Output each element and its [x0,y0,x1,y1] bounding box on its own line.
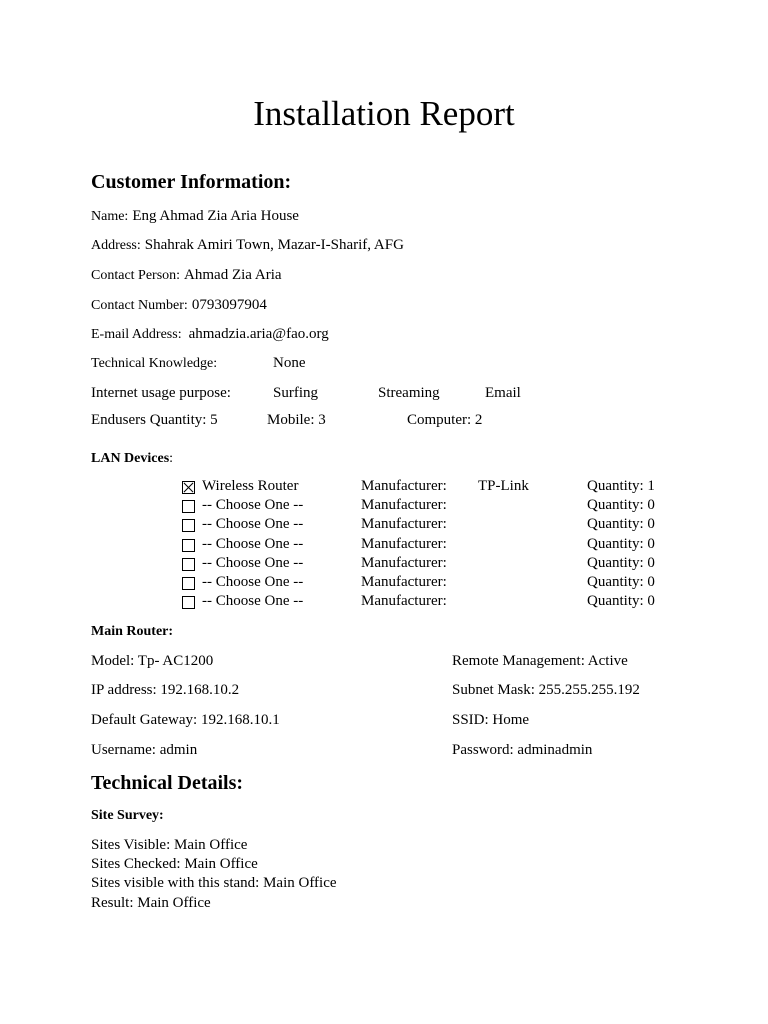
device-checkbox[interactable] [182,558,195,571]
sites-visible-stand: Sites visible with this stand: Main Office [91,875,337,891]
router-subnet-mask: Subnet Mask: 255.255.255.192 [452,682,640,698]
manufacturer-label: Manufacturer: [361,555,447,571]
email-value: ahmadzia.aria@fao.org [188,326,329,342]
device-name: -- Choose One -- [202,555,304,571]
quantity-label: Quantity: [587,555,644,571]
manufacturer-label: Manufacturer: [361,478,447,494]
email-label: E-mail Address: [91,327,182,342]
contact-person-label: Contact Person: [91,268,181,283]
site-survey-heading: Site Survey: [91,808,164,823]
router-default-gateway: Default Gateway: 192.168.10.1 [91,712,280,728]
quantity-label: Quantity: [587,497,644,513]
quantity-label: Quantity: [587,478,644,494]
email-row [91,325,329,343]
device-name: -- Choose One -- [202,497,304,513]
router-username: Username: admin [91,742,198,758]
manufacturer-value: TP-Link [478,478,529,494]
quantity-value: 0 [647,516,655,532]
address-value: Shahrak Amiri Town, Mazar-I-Sharif, AFG [144,237,404,253]
manufacturer-label: Manufacturer: [361,516,447,532]
contact-person-value: Ahmad Zia Aria [184,267,282,283]
quantity-row [587,593,655,610]
device-name: -- Choose One -- [202,516,304,532]
device-checkbox[interactable] [182,519,195,532]
quantity-value: 0 [647,555,655,571]
quantity-row [587,555,655,572]
manufacturer-label: Manufacturer: [361,593,447,609]
technical-details-heading: Technical Details: [91,772,244,794]
contact-person-row [91,266,282,284]
contact-number-value: 0793097904 [191,297,267,313]
quantity-value: 0 [647,497,655,513]
device-checkbox[interactable] [182,481,195,494]
mobile-value: 3 [318,412,326,428]
address-label: Address: [91,238,141,253]
manufacturer-label: Manufacturer: [361,536,447,552]
quantity-row [587,574,655,591]
name-label: Name: [91,209,129,224]
usage-surfing: Surfing [273,385,318,401]
router-model: Model: Tp- AC1200 [91,653,214,669]
device-name: Wireless Router [202,478,299,494]
quantity-value: 0 [647,536,655,552]
endusers-value: 5 [210,412,218,428]
manufacturer-label: Manufacturer: [361,574,447,590]
quantity-label: Quantity: [587,574,644,590]
quantity-row [587,478,655,495]
quantity-label: Quantity: [587,536,644,552]
computer-label: Computer: [407,412,472,428]
quantity-label: Quantity: [587,516,644,532]
page-title: Installation Report [253,94,515,133]
tech-knowledge-label: Technical Knowledge: [91,356,218,371]
router-ip-address: IP address: 192.168.10.2 [91,682,240,698]
usage-streaming: Streaming [378,385,440,401]
usage-email: Email [485,385,521,401]
endusers-label: Endusers Quantity: [91,412,207,428]
quantity-row [587,536,655,553]
device-checkbox[interactable] [182,596,195,609]
device-checkbox[interactable] [182,577,195,590]
computer-row [407,412,482,429]
lan-devices-heading-row [91,449,173,467]
mobile-label: Mobile: [267,412,315,428]
contact-number-label: Contact Number: [91,298,188,313]
sites-visible: Sites Visible: Main Office [91,837,248,853]
name-value: Eng Ahmad Zia Aria House [132,208,299,224]
main-router-heading: Main Router: [91,624,174,639]
quantity-value: 1 [647,478,655,494]
quantity-label: Quantity: [587,593,644,609]
lan-devices-heading: LAN Devices [91,451,170,466]
contact-number-row [91,296,267,314]
router-remote-management: Remote Management: Active [452,653,628,669]
endusers-row [91,412,218,429]
quantity-row [587,516,655,533]
sites-checked: Sites Checked: Main Office [91,856,258,872]
device-checkbox[interactable] [182,500,195,513]
device-name: -- Choose One -- [202,593,304,609]
lan-devices-colon: : [169,451,174,466]
survey-result: Result: Main Office [91,895,211,911]
customer-address-row [91,236,404,254]
device-checkbox[interactable] [182,539,195,552]
customer-info-heading: Customer Information: [91,171,292,193]
customer-name-row [91,207,299,225]
computer-value: 2 [474,412,483,428]
router-password: Password: adminadmin [452,742,593,758]
quantity-value: 0 [647,593,655,609]
router-ssid: SSID: Home [452,712,530,728]
tech-knowledge-value: None [273,355,306,371]
usage-label: Internet usage purpose: [91,385,231,401]
quantity-row [587,497,655,514]
device-name: -- Choose One -- [202,574,304,590]
mobile-row [267,412,326,429]
quantity-value: 0 [647,574,655,590]
device-name: -- Choose One -- [202,536,304,552]
manufacturer-label: Manufacturer: [361,497,447,513]
